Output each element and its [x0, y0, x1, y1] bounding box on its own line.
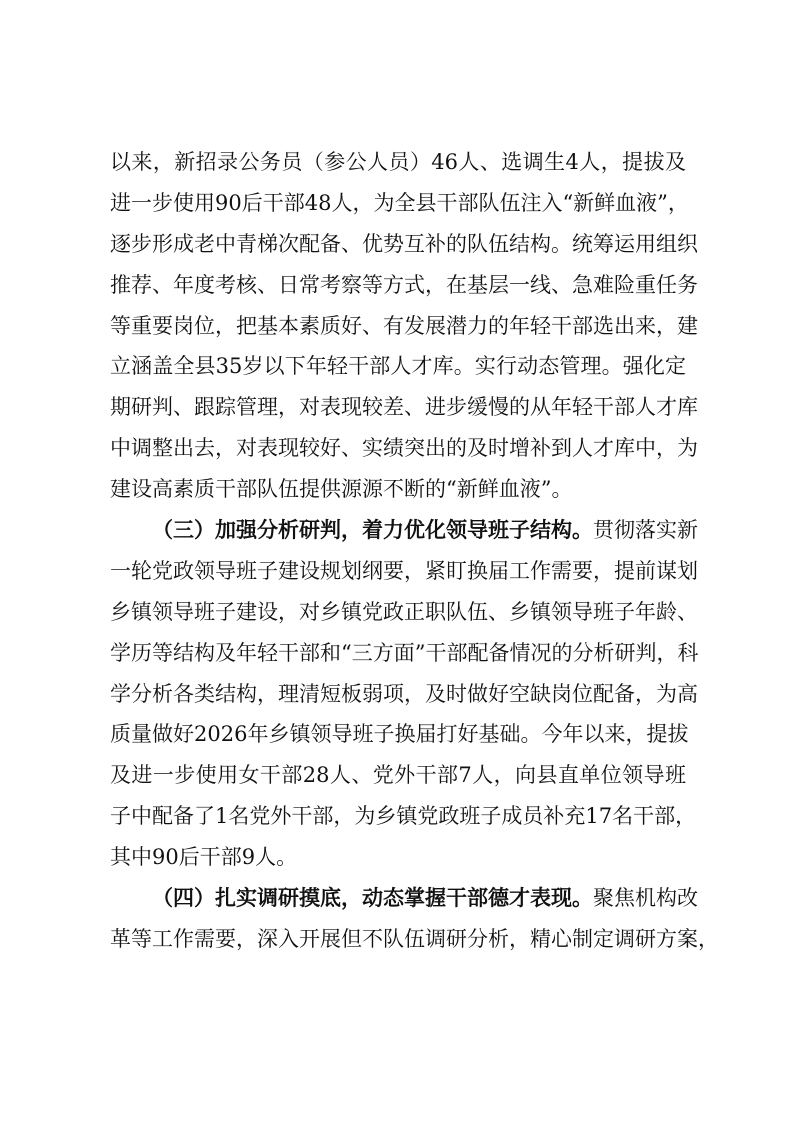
paragraph-2-line: 质量做好2026年乡镇领导班子换届打好基础。今年以来，提拔: [110, 722, 689, 747]
section-heading-4: （四）扎实调研摸底，动态掌握干部德才表现。: [152, 885, 593, 911]
paragraph-3-first-line-text: 聚焦机构改: [593, 886, 698, 911]
paragraph-1-line: 等重要岗位，把基本素质好、有发展潜力的年轻干部选出来，建: [110, 313, 698, 338]
paragraph-1-line: 建设高素质干部队伍提供源源不断的“新鲜血液”。: [110, 477, 573, 502]
paragraph-1-line: 立涵盖全县35岁以下年轻干部人才库。实行动态管理。强化定: [110, 354, 686, 379]
paragraph-1-line: 中调整出去，对表现较好、实绩突出的及时增补到人才库中，为: [110, 436, 698, 461]
paragraph-2-line: 子中配备了1名党外干部，为乡镇党政班子成员补充17名干部，: [110, 804, 697, 829]
paragraph-2-line: 学分析各类结构，理清短板弱项，及时做好空缺岗位配备，为高: [110, 681, 698, 706]
paragraph-1-line: 逐步形成老中青梯次配备、优势互补的队伍结构。统筹运用组织: [110, 231, 698, 256]
paragraph-2-line: 及进一步使用女干部28人、党外干部7人，向县直单位领导班: [110, 763, 686, 788]
document-body: [110, 142, 719, 960]
paragraph-3-line: 革等工作需要，深入开展但不队伍调研分析，精心制定调研方案，: [110, 926, 719, 951]
paragraph-2-line: 乡镇领导班子建设，对乡镇党政正职队伍、乡镇领导班子年龄、: [110, 599, 698, 624]
paragraph-2-line: 学历等结构及年轻干部和“三方面”干部配备情况的分析研判，科: [110, 640, 699, 665]
paragraph-2-line: 其中90后干部9人。: [110, 845, 298, 870]
paragraph-1-line: 进一步使用90后干部48人，为全县干部队伍注入“新鲜血液”，: [110, 190, 689, 215]
paragraph-1-line: 以来，新招录公务员（参公人员）46人、选调生4人，提拔及: [110, 150, 686, 174]
paragraph-2-first-line-text: 贯彻落实新: [593, 518, 698, 543]
paragraph-2-line: 一轮党政领导班子建设规划纲要，紧盯换届工作需要，提前谋划: [110, 558, 698, 583]
paragraph-3-first-line: [110, 878, 698, 919]
paragraph-1-line: 推荐、年度考核、日常考察等方式，在基层一线、急难险重任务: [110, 272, 698, 297]
section-heading-3: （三）加强分析研判，着力优化领导班子结构。: [152, 517, 593, 543]
paragraph-2-first-line: [110, 510, 698, 551]
paragraph-1-line: 期研判、跟踪管理，对表现较差、进步缓慢的从年轻干部人才库: [110, 395, 698, 420]
